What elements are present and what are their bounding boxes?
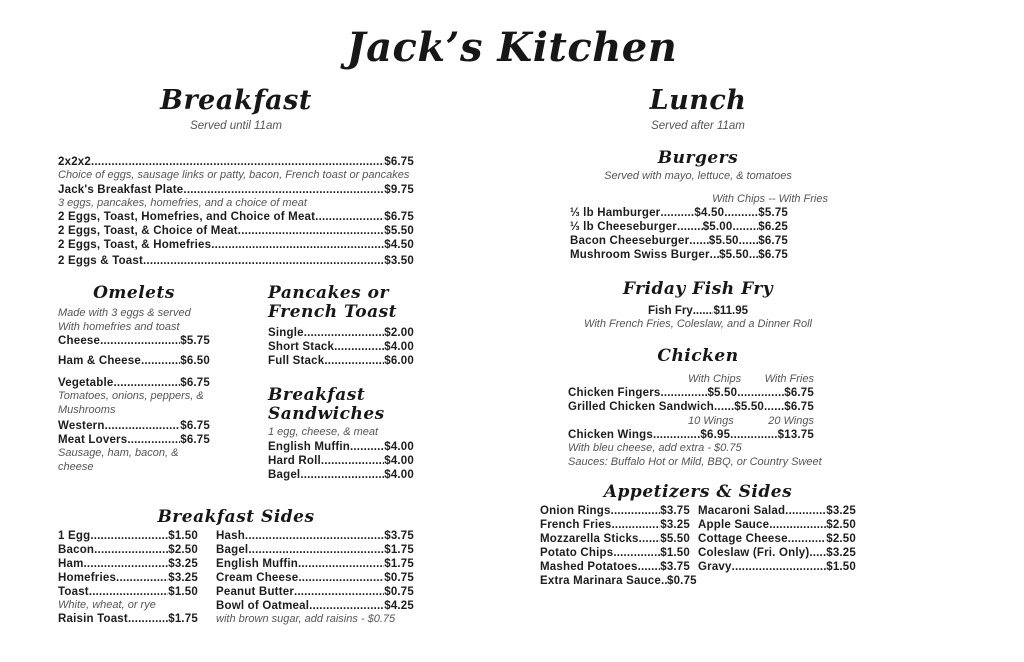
appetizers-section [540, 483, 856, 588]
dotted-leader [611, 504, 661, 518]
menu-item-row [570, 248, 788, 262]
omelets-heading: Omelets [93, 283, 175, 303]
dotted-leader [324, 354, 384, 368]
item-name: Mashed Potatoes [540, 561, 638, 573]
item-name: English Muffin [268, 440, 351, 453]
dotted-leader [238, 224, 384, 238]
omelets-note: Made with 3 eggs & served [58, 307, 191, 319]
item-price: $4.50 [384, 239, 414, 251]
appetizers-columns [540, 504, 856, 588]
item-price-fries: $6.25 [758, 220, 788, 233]
breakfast-sandwiches-section [268, 386, 414, 482]
item-name: Meat Lovers [58, 434, 128, 446]
dotted-leader [114, 376, 181, 390]
item-name: Single [268, 327, 304, 339]
menu-item-row [570, 234, 788, 248]
item-price-10-wings: $6.95 [700, 429, 731, 441]
breakfast-main-list [58, 155, 414, 268]
dotted-leader [183, 183, 384, 197]
appetizers-heading: Appetizers & Sides [603, 482, 793, 502]
item-name: Bagel [216, 543, 249, 556]
dotted-leader [693, 304, 714, 318]
dotted-leader [309, 599, 384, 613]
dotted-leader [639, 532, 661, 546]
item-price: $4.00 [384, 341, 414, 353]
menu-item-row [58, 224, 414, 238]
item-name: Cream Cheese [216, 571, 299, 584]
chicken-section [540, 347, 856, 469]
dotted-leader [660, 386, 707, 400]
item-price: $6.75 [384, 156, 414, 168]
dotted-leader [710, 248, 719, 262]
menu-item-row [540, 574, 697, 588]
menu-item-row [268, 340, 414, 354]
dotted-leader [350, 440, 384, 454]
item-price: $6.75 [180, 420, 210, 432]
breakfast-sides-heading: Breakfast Sides [157, 506, 315, 527]
menu-title: Jack’s Kitchen [346, 24, 678, 71]
item-price: $0.75 [384, 571, 414, 584]
dotted-leader [613, 546, 660, 560]
sandwiches-note: 1 egg, cheese, & meat [268, 426, 379, 438]
item-name: Ham [58, 557, 84, 570]
item-name: Short Stack [268, 341, 335, 353]
item-name: Bacon Cheeseburger [570, 234, 690, 247]
menu-item-row [698, 532, 856, 546]
menu-item-row [540, 546, 690, 560]
menu-item-row [216, 585, 414, 599]
menu-item-row [58, 254, 414, 268]
menu-item-row [268, 440, 414, 454]
breakfast-heading: Breakfast [160, 85, 312, 116]
menu-item-row [58, 210, 414, 224]
menu-item-row [570, 206, 788, 220]
menu-item-row [58, 183, 414, 197]
item-name: 2x2x2 [58, 156, 91, 168]
item-name: Hard Roll [268, 454, 321, 467]
menu-item-row [58, 529, 198, 543]
menu-item-row [268, 454, 414, 468]
dotted-leader [739, 234, 759, 248]
dotted-leader [677, 220, 703, 234]
chicken-list [568, 372, 814, 442]
menu-item-row [58, 557, 198, 571]
item-name: Mushroom Swiss Burger [570, 248, 710, 261]
dotted-leader [91, 155, 384, 169]
item-price: $4.25 [384, 599, 414, 612]
dotted-leader [90, 529, 168, 543]
item-name: Grilled Chicken Sandwich [568, 401, 715, 413]
item-price-chips: $4.50 [694, 206, 725, 219]
dotted-leader [764, 400, 784, 414]
item-name: Onion Rings [540, 505, 611, 517]
breakfast-sandwiches-heading: Breakfast Sandwiches [268, 385, 385, 424]
burgers-heading: Burgers [657, 148, 739, 168]
item-price-fries: $6.75 [784, 387, 814, 399]
dotted-leader [714, 400, 734, 414]
item-price: $3.25 [660, 519, 690, 531]
dotted-leader [298, 557, 384, 571]
item-name: 2 Eggs, Toast, Homefries, and Choice of Meat [58, 211, 316, 223]
menu-item-row [648, 304, 748, 318]
dotted-leader [116, 571, 168, 585]
item-name: Coleslaw (Fri. Only) [698, 547, 810, 559]
item-description: Mushrooms [58, 403, 116, 416]
dotted-leader [245, 529, 384, 543]
dotted-leader [788, 532, 827, 546]
item-price: $0.75 [666, 575, 697, 587]
dotted-leader [732, 560, 827, 574]
pancakes-section [268, 284, 414, 368]
item-price: $2.50 [826, 519, 856, 531]
item-name: Bacon [58, 543, 95, 556]
menu-item-row [58, 543, 198, 557]
item-price: $3.25 [826, 547, 856, 559]
menu-item-row [540, 532, 690, 546]
item-name: ⅓ lb Cheeseburger [570, 220, 677, 233]
item-price: $9.75 [384, 183, 414, 196]
menu-item-row [268, 468, 414, 482]
item-name: Vegetable [58, 377, 114, 389]
column-header-fries: With Fries [764, 373, 814, 385]
breakfast-section [58, 86, 414, 626]
item-name: Gravy [698, 561, 732, 573]
dotted-leader [304, 326, 385, 340]
item-price: $4.00 [384, 454, 414, 467]
item-description: Choice of eggs, sausage links or patty, bacon, French toast or pancakes [58, 169, 410, 181]
item-price-fries: $6.75 [758, 248, 789, 261]
item-price: $6.00 [384, 355, 414, 367]
item-name: Mozzarella Sticks [540, 533, 639, 545]
menu-item-row [216, 571, 414, 585]
chicken-heading: Chicken [657, 346, 739, 366]
dotted-leader [653, 428, 700, 442]
dotted-leader [638, 560, 661, 574]
item-name: Extra Marinara Sauce [540, 575, 661, 587]
burgers-column-headers: With Chips -- With Fries [712, 192, 828, 205]
dotted-leader [94, 543, 168, 557]
menu-item-row [216, 543, 414, 557]
item-name: Cottage Cheese [698, 533, 788, 545]
menu-item-row [216, 529, 414, 543]
item-price: $0.75 [384, 585, 414, 598]
item-price: $1.50 [660, 547, 690, 559]
item-price: $3.75 [660, 505, 690, 517]
dotted-leader [89, 585, 168, 599]
item-name: Cheese [58, 335, 101, 347]
item-price: $6.75 [180, 377, 210, 389]
dotted-leader [127, 433, 180, 447]
dotted-leader [100, 334, 180, 348]
dotted-leader [248, 543, 384, 557]
dotted-leader [294, 585, 384, 599]
item-description: with brown sugar, add raisins - $0.75 [216, 612, 396, 625]
item-price-chips: $5.50 [707, 387, 738, 399]
menu-item-row [540, 518, 690, 532]
item-name: Bagel [268, 468, 301, 481]
item-price: $3.50 [384, 255, 414, 267]
item-name: Chicken Wings [568, 429, 653, 441]
dotted-leader [769, 518, 826, 532]
item-price: $2.50 [168, 543, 198, 556]
fish-fry-heading: Friday Fish Fry [622, 278, 774, 299]
item-name: Chicken Fingers [568, 387, 661, 399]
dotted-leader [611, 518, 660, 532]
item-name: Potato Chips [540, 547, 614, 559]
sides-right-column [216, 529, 414, 627]
menu-item-row [268, 326, 414, 340]
menu-item-row [268, 354, 414, 368]
chicken-note: Sauces: Buffalo Hot or Mild, BBQ, or Country Sweet [568, 455, 822, 468]
dotted-leader [809, 546, 826, 560]
menu-item-row [698, 546, 856, 560]
item-price-fries: $5.75 [758, 206, 789, 219]
item-price: $1.75 [384, 543, 414, 556]
omelets-note: With homefries and toast [58, 320, 180, 333]
fish-fry-note: With French Fries, Coleslaw, and a Dinner Roll [584, 317, 812, 330]
menu-item-row [540, 504, 690, 518]
item-name: Full Stack [268, 355, 325, 367]
item-name: English Muffin [216, 557, 299, 570]
item-name: Raisin Toast [58, 613, 128, 625]
menu-item-row [568, 386, 814, 400]
chicken-column-headers [568, 372, 814, 386]
column-header-10-wings: 10 Wings [688, 415, 734, 427]
dotted-leader [749, 248, 758, 262]
item-price: $3.25 [168, 571, 198, 584]
wings-column-headers [568, 414, 814, 428]
item-name: Homefries [58, 571, 117, 584]
item-price: $11.95 [713, 304, 748, 317]
item-description: White, wheat, or rye [58, 598, 156, 611]
item-price: $1.75 [168, 613, 198, 625]
item-name: Jack's Breakfast Plate [58, 183, 184, 196]
dotted-leader [298, 571, 384, 585]
pancakes-heading: Pancakes or French Toast [268, 283, 398, 322]
breakfast-sides-section [58, 508, 414, 627]
item-price: $6.75 [384, 211, 414, 223]
item-price-chips: $5.50 [708, 234, 739, 247]
dotted-leader [143, 254, 384, 268]
item-name: Peanut Butter [216, 585, 294, 598]
dotted-leader [732, 220, 758, 234]
lunch-heading: Lunch [649, 85, 747, 116]
item-name: French Fries [540, 519, 612, 531]
burgers-section [540, 149, 856, 262]
dotted-leader [105, 419, 181, 433]
dotted-leader [128, 612, 168, 626]
item-price: $4.00 [384, 440, 414, 453]
sides-left-column [58, 529, 198, 627]
item-name: Toast [58, 585, 89, 598]
fish-fry-section [540, 280, 856, 332]
item-price: $2.50 [826, 533, 856, 545]
dotted-leader [334, 340, 384, 354]
item-price: $3.25 [168, 557, 198, 570]
item-name: 2 Eggs & Toast [58, 255, 144, 267]
menu-item-row [58, 354, 210, 368]
item-price: $4.00 [384, 468, 414, 481]
menu-item-row [58, 334, 210, 348]
breakfast-sides-columns [58, 529, 414, 627]
menu-item-row [58, 419, 210, 433]
burgers-subtitle: Served with mayo, lettuce, & tomatoes [604, 170, 792, 182]
item-price: $6.75 [180, 434, 210, 446]
dotted-leader [84, 557, 169, 571]
appetizers-left-column [540, 504, 697, 588]
item-name: Macaroni Salad [698, 505, 786, 517]
item-price: $5.75 [180, 335, 210, 347]
menu-item-row [570, 220, 788, 234]
item-price: $1.50 [826, 561, 856, 573]
dotted-leader [689, 234, 709, 248]
item-price: $3.75 [384, 529, 414, 542]
item-price: $1.75 [384, 557, 414, 570]
dotted-leader [724, 206, 758, 220]
item-price: $6.50 [180, 355, 210, 367]
item-price-chips: $5.50 [719, 248, 749, 261]
item-name: Apple Sauce [698, 519, 770, 531]
dotted-leader [321, 454, 384, 468]
menu-item-row [568, 428, 814, 442]
item-name: 2 Eggs, Toast, & Homefries [58, 239, 212, 251]
menu-item-row [698, 518, 856, 532]
dotted-leader [785, 504, 826, 518]
menu-item-row [58, 571, 198, 585]
dotted-leader [660, 206, 694, 220]
item-price: $1.50 [168, 585, 198, 598]
appetizers-right-column [698, 504, 856, 588]
item-price: $5.50 [660, 533, 690, 545]
item-description: 3 eggs, pancakes, homefries, and a choice of meat [58, 196, 307, 209]
breakfast-subtitle: Served until 11am [190, 120, 282, 132]
item-price-chips: $5.00 [702, 220, 733, 233]
dotted-leader [737, 386, 784, 400]
item-price: $5.50 [384, 225, 414, 237]
lunch-subtitle: Served after 11am [651, 120, 745, 132]
dotted-leader [315, 210, 384, 224]
menu-item-row [698, 560, 856, 574]
item-name: Bowl of Oatmeal [216, 599, 310, 612]
menu-item-row [58, 433, 210, 447]
omelets-section [58, 284, 210, 482]
item-name: Hash [216, 529, 245, 542]
menu-item-row [58, 155, 414, 169]
menu-item-row [540, 560, 690, 574]
chicken-note: With bleu cheese, add extra - $0.75 [568, 442, 742, 454]
item-price-chips: $5.50 [734, 401, 765, 413]
item-name: ⅓ lb Hamburger [570, 206, 661, 219]
item-description: Sausage, ham, bacon, & cheese [58, 447, 179, 473]
item-price: $3.75 [660, 561, 690, 573]
item-name: 1 Egg [58, 529, 91, 542]
dotted-leader [730, 428, 777, 442]
dotted-leader [300, 468, 384, 482]
menu-item-row [58, 585, 198, 599]
burgers-list [570, 192, 828, 262]
menu-item-row [216, 599, 414, 613]
menu-item-row [216, 557, 414, 571]
item-price: $2.00 [384, 327, 414, 339]
item-name: Fish Fry [648, 304, 693, 317]
dotted-leader [141, 354, 180, 368]
item-price: $1.50 [168, 529, 198, 542]
dotted-leader [211, 238, 384, 252]
pancakes-and-sandwiches [268, 284, 414, 482]
menu-item-row [698, 504, 856, 518]
menu-item-row [58, 376, 210, 390]
column-header-chips: With Chips [688, 373, 742, 385]
item-price-20-wings: $13.75 [777, 429, 814, 441]
lunch-section [540, 86, 856, 588]
item-name: 2 Eggs, Toast, & Choice of Meat [58, 225, 238, 237]
breakfast-subcolumns [58, 284, 414, 482]
menu-item-row [568, 400, 814, 414]
menu-item-row [58, 612, 198, 626]
item-price-fries: $6.75 [784, 401, 814, 413]
column-header-20-wings: 20 Wings [768, 415, 814, 427]
item-name: Western [58, 420, 105, 432]
item-price: $3.25 [826, 505, 856, 517]
item-description: Tomatoes, onions, peppers, & [58, 390, 204, 402]
menu-item-row [58, 238, 414, 252]
item-name: Ham & Cheese [58, 355, 141, 367]
item-price-fries: $6.75 [758, 234, 788, 247]
